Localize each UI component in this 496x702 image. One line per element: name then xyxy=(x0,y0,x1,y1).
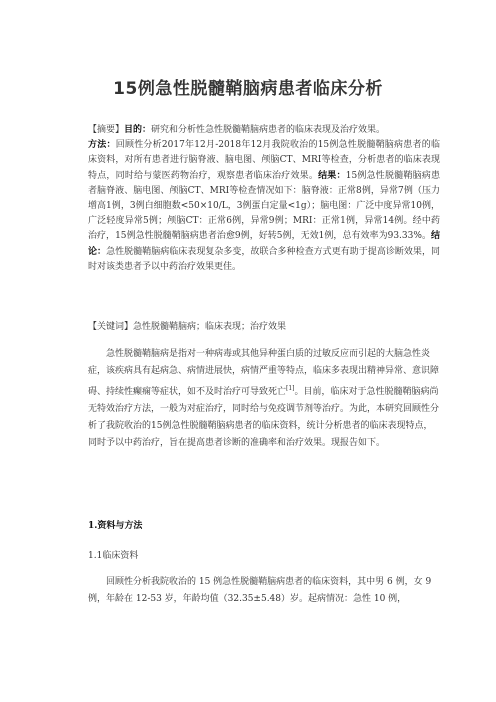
result-label: 结果： xyxy=(318,170,346,181)
conclusion-label: 结论： xyxy=(88,231,440,257)
objective-text: 研究和分析性急性脱髓鞘脑病患者的临床表现及治疗效果。 xyxy=(151,125,386,135)
intro-text-b: 。目前，临床对于急性脱髓鞘脑病尚无特效治疗方法，一般为对症治疗，同时给与免疫调节剂等治疗。为此，本研究回顾性分析了我院收治的15例急性脱髓鞘脑病患者的临床资料，统计分析患者的临床表现特点，同时予以中药治疗，旨在提高患者诊断的准确率和治疗效果。现报告如下。 xyxy=(88,387,440,448)
citation: [1] xyxy=(286,385,295,392)
paper-title: 15例急性脱髓鞘脑病患者临床分析 xyxy=(113,79,383,99)
abstract xyxy=(88,123,440,275)
keywords: 【关键词】急性脱髓鞘脑病；临床表现；治疗效果 xyxy=(88,322,287,332)
abstract-label: 【摘要】 xyxy=(88,125,125,135)
method-label: 方法： xyxy=(88,140,116,151)
data-paragraph: 回顾性分析我院收治的 15 例急性脱髓鞘脑病患者的临床资料，其中男 6 例，女 9 例，年龄在 12-53 岁，年龄均值（32.35±5.48）岁。起病情况：急性 10 例， xyxy=(88,577,432,604)
section-heading: 1.资料与方法 xyxy=(88,521,143,531)
intro-text-a: 急性脱髓鞘脑病是指对一种病毒或其他异种蛋白质的过敏反应而引起的大脑急性炎症，该疾病具有起病急、病情进展快，病情严重等特点，临床多表现出精神异常、意识障碍、持续性癫痫等症状，如不及时治疗可导致死亡 xyxy=(88,349,440,397)
objective-label: 目的： xyxy=(124,125,152,135)
subsection-heading: 1.1临床资料 xyxy=(88,551,139,561)
conclusion-text: 急性脱髓鞘脑病临床表现复杂多变，故联合多种检查方式更有助于提高诊断效果，同时对该类患者予以中药治疗效果更佳。 xyxy=(88,246,440,272)
intro-paragraph xyxy=(88,346,440,452)
method-text: 回顾性分析2017年12月-2018年12月我院收治的15例急性脱髓鞘脑病患者的临床资料，对所有患者进行脑脊液、脑电图、颅脑CT、MRI等检查，分析患者的临床表现特点，同时给与蒙医药物治疗，观察患者临床治疗效果。 xyxy=(88,140,440,181)
result-text: 15例急性脱髓鞘脑病患者脑脊液、脑电图、颅脑CT、MRI等检查情况如下：脑脊液：正常8例，异常7例（压力增高1例，3例白细胞数<50×10/L，3例蛋白定量<1g）；脑电图：广泛中度异常10例，广泛轻度异常5例；颅脑CT：正常6例，异常9例；MRI：正常1例，异常14例。经中药治疗，15例急性脱髓鞘脑病患者治愈9例，好转5例，无效1例，总有效率为93.33%。 xyxy=(88,170,440,242)
